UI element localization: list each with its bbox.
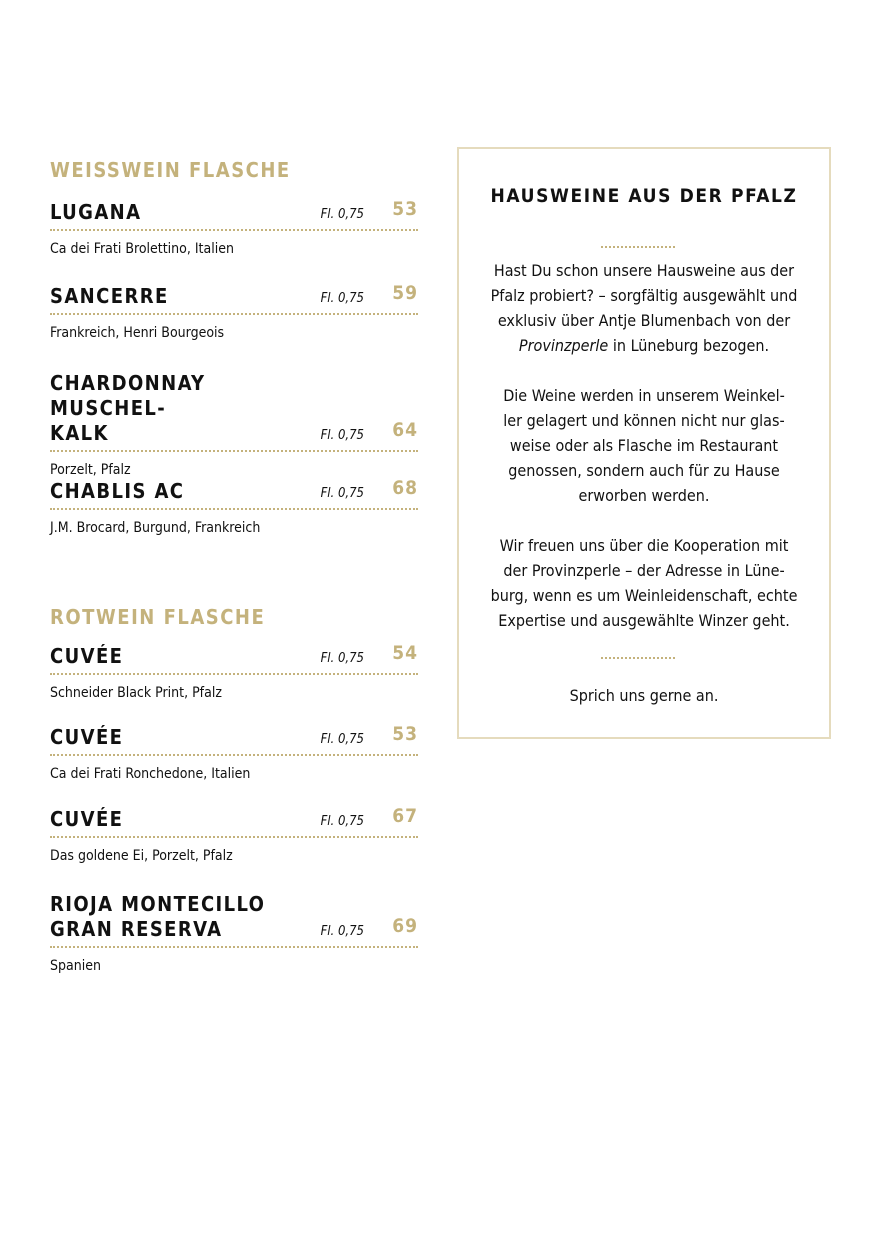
provinzperle-name: Provinzperle bbox=[518, 336, 609, 355]
wine-name: CUVÉE bbox=[50, 725, 124, 749]
wine-price: 54 bbox=[392, 642, 418, 664]
text-line: Wir freuen uns über die Kooperation mit bbox=[499, 536, 789, 555]
wine-item bbox=[50, 807, 418, 864]
house-wine-paragraph-3 bbox=[479, 533, 809, 633]
wine-item bbox=[50, 725, 418, 782]
bottle-size: Fl. 0,75 bbox=[320, 428, 364, 443]
wine-name: CHARDONNAY MUSCHEL- KALK bbox=[50, 371, 206, 445]
wine-name: SANCERRE bbox=[50, 284, 169, 308]
bottle-size: Fl. 0,75 bbox=[320, 814, 364, 829]
wine-price: 59 bbox=[392, 282, 418, 304]
wine-description: Schneider Black Print, Pfalz bbox=[50, 685, 222, 701]
wine-price: 53 bbox=[392, 723, 418, 745]
red-wine-section-title: ROTWEIN FLASCHE bbox=[50, 605, 266, 629]
text-line: Die Weine werden in unserem Weinkel- bbox=[503, 386, 785, 405]
wine-item-row bbox=[50, 892, 418, 948]
text-line: Expertise und ausgewählte Winzer geht. bbox=[498, 611, 790, 630]
wine-name: LUGANA bbox=[50, 200, 142, 224]
bottle-size: Fl. 0,75 bbox=[320, 486, 364, 501]
wine-item bbox=[50, 644, 418, 701]
wine-item-row bbox=[50, 200, 418, 231]
bottle-size: Fl. 0,75 bbox=[320, 291, 364, 306]
text-line: Pfalz probiert? – sorgfältig ausgewählt und bbox=[490, 286, 798, 305]
text-line: genossen, sondern auch für zu Hause bbox=[508, 461, 780, 480]
wine-description: J.M. Brocard, Burgund, Frankreich bbox=[50, 520, 261, 536]
wine-item-row bbox=[50, 807, 418, 838]
text-line: Sprich uns gerne an. bbox=[569, 686, 719, 705]
wine-price: 53 bbox=[392, 198, 418, 220]
wine-description: Das goldene Ei, Porzelt, Pfalz bbox=[50, 848, 233, 864]
wine-name: RIOJA MONTECILLO GRAN RESERVA bbox=[50, 892, 266, 941]
dotted-divider bbox=[601, 246, 675, 248]
text-fragment: in Lüneburg bezogen. bbox=[608, 336, 770, 355]
text-line: ler gelagert und können nicht nur glas- bbox=[503, 411, 785, 430]
bottle-size: Fl. 0,75 bbox=[320, 207, 364, 222]
wine-item-row bbox=[50, 644, 418, 675]
wine-description: Frankreich, Henri Bourgeois bbox=[50, 325, 225, 341]
text-line: Hast Du schon unsere Hausweine aus der bbox=[493, 261, 795, 280]
bottle-size: Fl. 0,75 bbox=[320, 651, 364, 666]
closing-line bbox=[479, 683, 809, 708]
dotted-divider bbox=[601, 657, 675, 659]
wine-item-row bbox=[50, 479, 418, 510]
text-line: der Provinzperle – der Adresse in Lüne- bbox=[503, 561, 785, 580]
white-wine-section-title: WEISSWEIN FLASCHE bbox=[50, 158, 291, 182]
wine-description: Ca dei Frati Ronchedone, Italien bbox=[50, 766, 251, 782]
house-wine-info-box bbox=[457, 147, 831, 739]
wine-item bbox=[50, 284, 418, 341]
wine-price: 69 bbox=[392, 915, 418, 937]
wine-item bbox=[50, 200, 418, 257]
wine-description: Ca dei Frati Brolettino, Italien bbox=[50, 241, 234, 257]
wine-item bbox=[50, 479, 418, 536]
wine-item-row bbox=[50, 284, 418, 315]
wine-description: Spanien bbox=[50, 958, 101, 974]
text-line: weise oder als Flasche im Restaurant bbox=[509, 436, 779, 455]
wine-item bbox=[50, 892, 418, 974]
wine-name: CHABLIS AC bbox=[50, 479, 185, 503]
wine-price: 67 bbox=[392, 805, 418, 827]
text-line: erworben werden. bbox=[578, 486, 710, 505]
house-wine-title: HAUSWEINE AUS DER PFALZ bbox=[490, 185, 798, 207]
wine-name: CUVÉE bbox=[50, 807, 124, 831]
wine-description: Porzelt, Pfalz bbox=[50, 462, 131, 478]
wine-price: 64 bbox=[392, 419, 418, 441]
bottle-size: Fl. 0,75 bbox=[320, 732, 364, 747]
text-line: exklusiv über Antje Blumenbach von der bbox=[497, 311, 791, 330]
wine-item bbox=[50, 371, 418, 478]
house-wine-paragraph-2 bbox=[479, 383, 809, 508]
text-line: burg, wenn es um Weinleidenschaft, echte bbox=[490, 586, 798, 605]
wine-price: 68 bbox=[392, 477, 418, 499]
text-line bbox=[479, 333, 809, 358]
house-wine-paragraph-1 bbox=[479, 258, 809, 358]
wine-item-row bbox=[50, 725, 418, 756]
wine-name: CUVÉE bbox=[50, 644, 124, 668]
wine-item-row bbox=[50, 371, 418, 452]
bottle-size: Fl. 0,75 bbox=[320, 924, 364, 939]
